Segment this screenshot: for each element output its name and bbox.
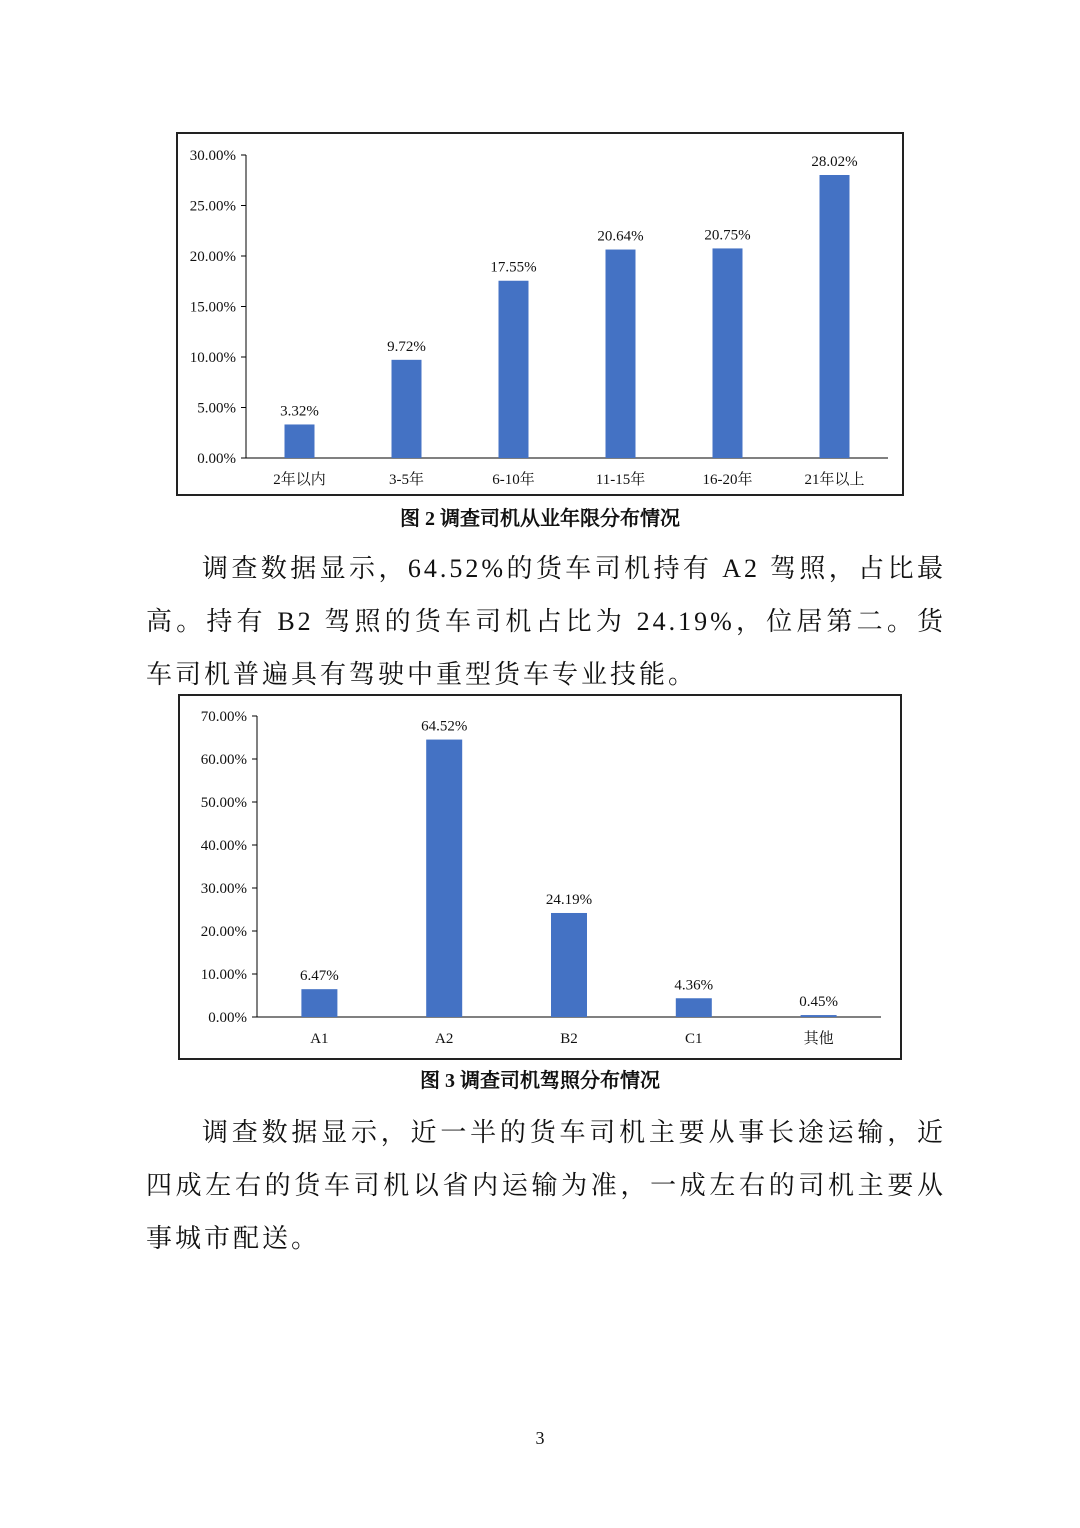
y-tick-label: 40.00% (200, 838, 247, 854)
y-tick-label: 20.00% (200, 924, 247, 940)
bar-value-label: 17.55% (490, 259, 537, 276)
bar-value-label: 3.32% (280, 403, 319, 420)
bar-value-label: 28.02% (811, 153, 858, 170)
bar (551, 913, 587, 1017)
bar (820, 175, 850, 458)
chart-license-types-svg (180, 696, 900, 1058)
bar-value-label: 9.72% (387, 338, 426, 355)
y-tick-label: 30.00% (189, 148, 236, 164)
y-tick-label: 30.00% (200, 881, 247, 897)
x-category-label: A1 (310, 1031, 329, 1047)
paragraph-transport-type-summary: 调查数据显示，近一半的货车司机主要从事长途运输，近四成左右的货车司机以省内运输为准，一成左右的司机主要从事城市配送。 (146, 1118, 946, 1253)
x-category-label: A2 (435, 1031, 454, 1047)
x-category-label: 其他 (803, 1031, 834, 1047)
bar (713, 248, 743, 458)
bar-value-label: 24.19% (545, 891, 593, 908)
bar-value-label: 64.52% (421, 718, 468, 735)
x-category-label: 16-20年 (702, 472, 753, 488)
figure-2-caption: 图 2 调查司机从业年限分布情况 (400, 508, 680, 530)
bar (392, 360, 422, 458)
paragraph-license-summary: 调查数据显示，64.52%的货车司机持有 A2 驾照，占比最高。持有 B2 驾照的货车司机占比为 24.19%，位居第二。货车司机普遍具有驾驶中重型货车专业技能。 (146, 554, 946, 689)
bar-value-label: 20.75% (704, 227, 751, 244)
x-category-label: 6-10年 (492, 472, 535, 488)
bar-value-label: 4.36% (674, 977, 714, 994)
y-tick-label: 50.00% (200, 795, 247, 811)
bar-value-label: 0.45% (799, 994, 838, 1011)
figure-3-caption: 图 3 调查司机驾照分布情况 (420, 1070, 660, 1092)
bar-value-label: 20.64% (597, 228, 644, 245)
chart-experience-years (176, 132, 904, 496)
chart-license-types (178, 694, 902, 1060)
chart-experience-years-svg (178, 134, 902, 494)
bar (301, 989, 337, 1017)
x-category-label: 2年以内 (273, 472, 326, 488)
x-category-label: 3-5年 (389, 472, 424, 488)
y-tick-label: 20.00% (189, 249, 236, 265)
y-tick-label: 70.00% (200, 709, 247, 725)
y-tick-label: 15.00% (189, 299, 236, 316)
y-tick-label: 5.00% (197, 400, 236, 417)
bar (499, 281, 529, 458)
page-number: 3 (535, 1428, 545, 1448)
bar (676, 998, 712, 1017)
bar-value-label: 6.47% (300, 968, 339, 985)
x-category-label: 11-15年 (595, 472, 646, 488)
y-tick-label: 0.00% (208, 1010, 247, 1026)
x-category-label: C1 (685, 1031, 703, 1047)
y-tick-label: 0.00% (197, 451, 236, 467)
bar (426, 740, 462, 1017)
bar (606, 250, 636, 458)
bar (801, 1015, 837, 1017)
y-tick-label: 10.00% (189, 350, 236, 366)
x-category-label: 21年以上 (804, 472, 865, 488)
bar (285, 424, 315, 458)
y-tick-label: 10.00% (200, 967, 247, 983)
y-tick-label: 60.00% (200, 752, 247, 768)
y-tick-label: 25.00% (189, 198, 236, 215)
x-category-label: B2 (560, 1031, 578, 1047)
